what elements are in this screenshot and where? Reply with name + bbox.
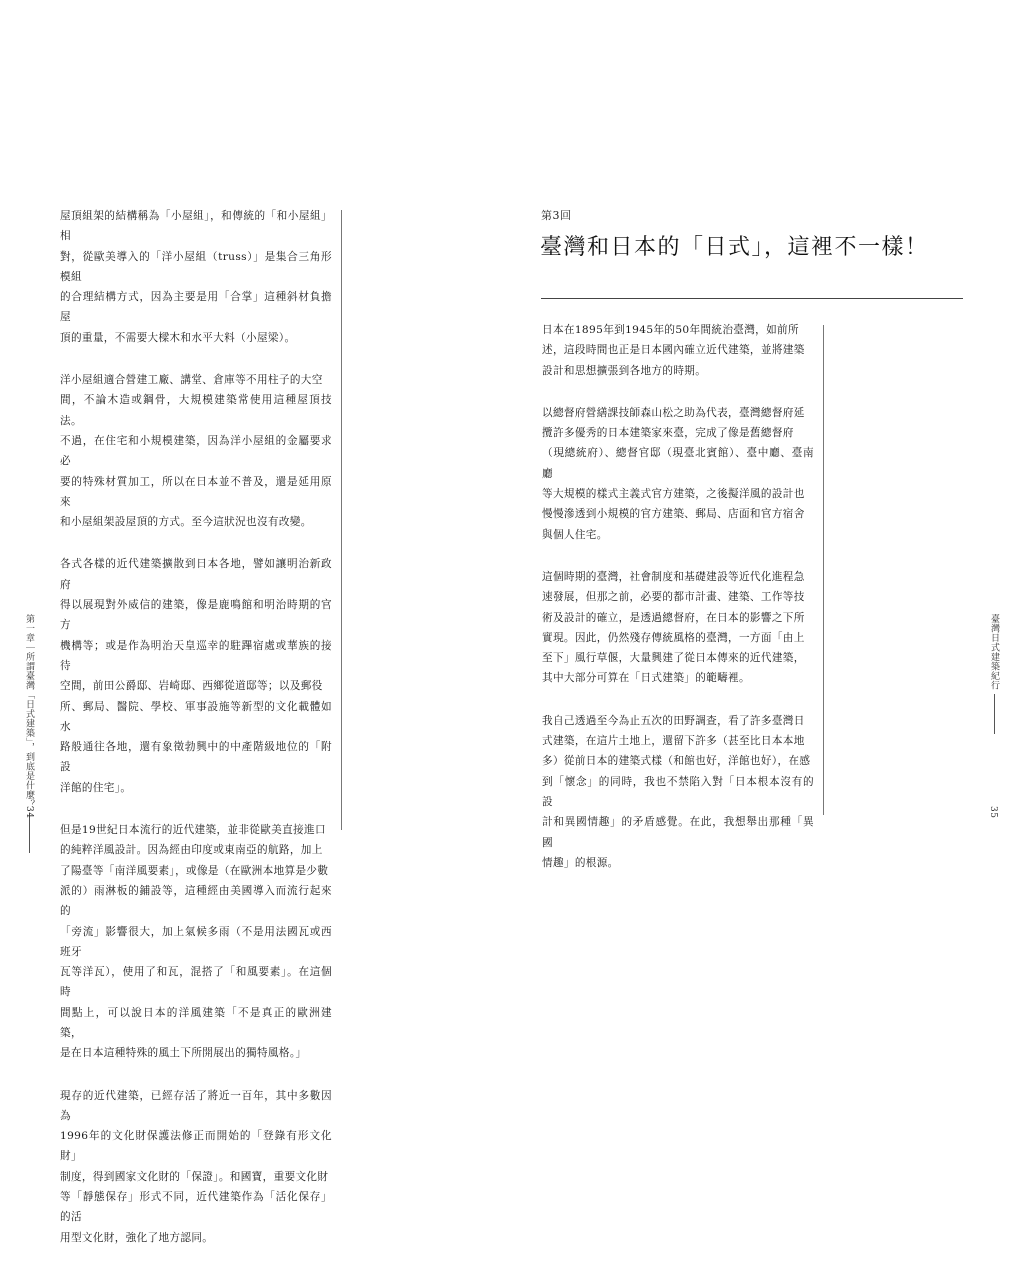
left-running-head xyxy=(23,614,36,857)
running-head-rule xyxy=(29,813,30,853)
title-divider xyxy=(541,298,963,299)
left-page-number: 34 xyxy=(24,806,34,819)
chapter-number: 第3回 xyxy=(541,209,572,222)
left-paragraph-2: 洋小屋組適合營建工廠、講堂、倉庫等不用柱子的大空 間，不論木造或鋼骨，大規模建築常使用這種屋頂技法。 不過，在住宅和小規模建築，因為洋小屋組的金屬要求必 要的特殊材質加工，所以在日本並不普及，還是延用原來 和小屋組架設屋頂的方式。至今這狀況也沒有改變。 xyxy=(60,374,332,529)
right-paragraph-4: 我自己透過至今為止五次的田野調查，看了許多臺灣日 式建築，在這片土地上，還留下許多（甚至比日本本地 多）從前日本的建築式樣（和館也好，洋館也好），在感 到「懷念」的同時，我也不禁陷入對「日本根本沒有的設 計和異國情趣」的矛盾感覺。在此，我想舉出那種「異國 情趣」的根源。 xyxy=(542,714,814,869)
right-column-divider xyxy=(823,325,824,815)
right-paragraph-1: 日本在1895年到1945年的50年間統治臺灣，如前所 述，這段時間也正是日本國內確立近代建築，並將建築 設計和思想擴張到各地方的時期。 xyxy=(542,324,805,377)
chapter-title: 臺灣和日本的「日式」，這裡不一樣！ xyxy=(540,235,929,260)
left-paragraph-4: 但是19世紀日本流行的近代建築，並非從歐美直接進口 的純粹洋風設計。因為經由印度或東南亞的航路，加上 了陽臺等「南洋風要素」，或像是（在歐洲本地算是少數 派的）雨淋板的鋪設等，這種經由美國導入而流行起來的 「旁流」影響很大，加上氣候多雨（不是用法國瓦或西班牙 瓦等洋瓦），使用了和瓦，混搭了「和風要素」。在這個時 間點上，可以說日本的洋風建築「不是真正的歐洲建築， 是在日本這種特殊的風土下所開展出的獨特風格。」 xyxy=(60,824,332,1060)
left-paragraph-3: 各式各樣的近代建築擴散到日本各地，譬如讓明治新政府 得以展現對外威信的建築，像是鹿鳴館和明治時期的官方 機構等；或是作為明治天皇巡幸的駐蹕宿處或華族的接待 空間，前田公爵邸、岩崎邸、西鄉從道邸等；以及郵役 所、郵局、醫院、學校、軍事設施等新型的文化載體如水 路般通往各地，還有象徵勃興中的中產階級地位的「附設 洋館的住宅」。 xyxy=(60,558,332,794)
left-running-head-text: 第一章｜所謂臺灣「日式建築」，到底是什麼？ xyxy=(24,614,34,809)
left-column-divider xyxy=(341,210,342,830)
left-paragraph-5: 現存的近代建築，已經存活了將近一百年，其中多數因為 1996年的文化財保護法修正而開始的「登錄有形文化財」 制度，得到國家文化財的「保證」。和國寶，重要文化財 等「靜態保存」形式不同，近代建築作為「活化保存」的活 用型文化財，強化了地方認同。 xyxy=(60,1089,332,1244)
running-head-rule xyxy=(994,694,995,734)
right-page-number: 35 xyxy=(988,806,998,819)
right-paragraph-2: 以總督府營繕課技師森山松之助為代表，臺灣總督府延 攬許多優秀的日本建築家來臺，完成了像是舊總督府 （現總統府）、總督官邸（現臺北賓館）、臺中廳、臺南廳 等大規模的樣式主義式官方建築，之後擬洋風的設計也 慢慢滲透到小規模的官方建築、郵局、店面和官方宿舍 與個人住宅。 xyxy=(542,406,814,541)
left-paragraph-1: 屋頂組架的結構稱為「小屋組」，和傳統的「和小屋組」相 對，從歐美導入的「洋小屋組（truss）」是集合三角形模組 的合理結構方式，因為主要是用「合掌」這種斜材負擔屋 頂的重量，不需要大樑木和水平大料（小屋梁）。 xyxy=(60,210,332,344)
right-paragraph-3: 這個時期的臺灣，社會制度和基礎建設等近代化進程急 速發展，但那之前，必要的都市計畫、建築、工作等技 術及設計的確立，是透過總督府，在日本的影響之下所 實現。因此，仍然殘存傳統風格的臺灣，一方面「由上 至下」風行草偃，大量興建了從日本傳來的近代建築， 其中大部分可算在「日式建築」的範疇裡。 xyxy=(542,570,805,685)
left-body-text xyxy=(60,206,332,1270)
right-body-text xyxy=(542,320,814,895)
right-running-head-text: 臺灣日式建築紀行 xyxy=(989,614,999,690)
right-running-head xyxy=(988,614,1001,738)
